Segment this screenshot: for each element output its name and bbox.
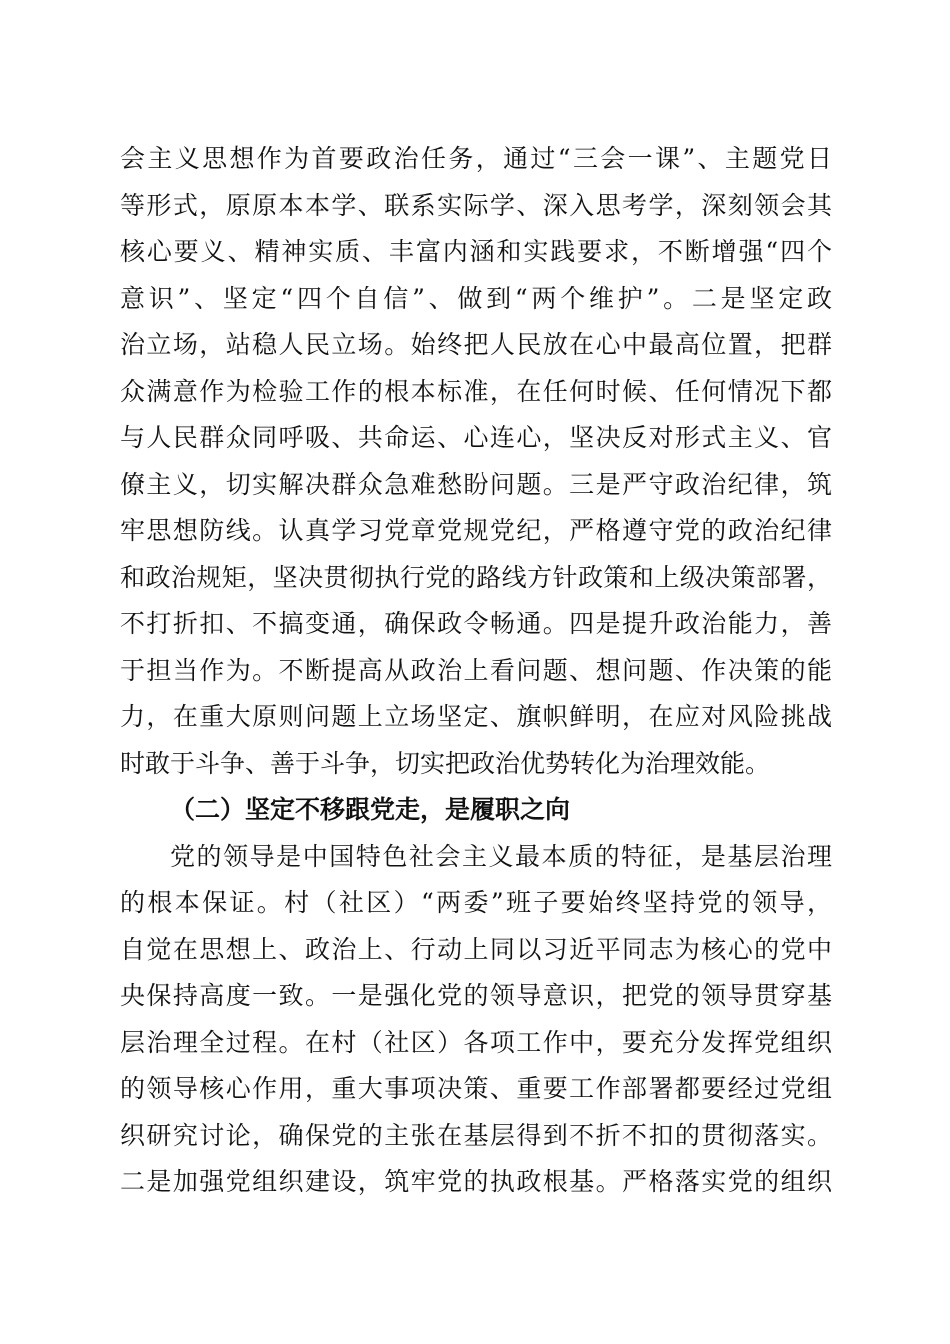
text-line: 牢思想防线。认真学习党章党规党纪，严格遵守党的政治纪律 bbox=[120, 516, 832, 545]
text-line: 力，在重大原则问题上立场坚定、旗帜鲜明，在应对风险挑战 bbox=[120, 702, 832, 731]
text-line: 僚主义，切实解决群众急难愁盼问题。三是严守政治纪律，筑 bbox=[120, 469, 832, 499]
document-body bbox=[120, 136, 832, 1206]
text-line: 众满意作为检验工作的根本标准，在任何时候、任何情况下都 bbox=[120, 376, 832, 406]
text-line: 党的领导是中国特色社会主义最本质的特征，是基层治理 bbox=[170, 841, 832, 871]
text-line: 时敢于斗争、善于斗争，切实把政治优势转化为治理效能。 bbox=[120, 748, 771, 778]
text-line: 层治理全过程。在村（社区）各项工作中，要充分发挥党组织 bbox=[120, 1027, 832, 1057]
text-line: 和政治规矩，坚决贯彻执行党的路线方针政策和上级决策部署， bbox=[120, 562, 832, 592]
text-line: 织研究讨论，确保党的主张在基层得到不折不扣的贯彻落实。 bbox=[120, 1120, 832, 1150]
text-line: 等形式，原原本本学、联系实际学、深入思考学，深刻领会其 bbox=[120, 190, 832, 220]
text-line: 意识”、坚定“四个自信”、做到“两个维护”。二是坚定政 bbox=[120, 283, 832, 313]
text-line: 与人民群众同呼吸、共命运、心连心，坚决反对形式主义、官 bbox=[120, 423, 832, 452]
text-line: 于担当作为。不断提高从政治上看问题、想问题、作决策的能 bbox=[120, 655, 832, 685]
text-line: 的领导核心作用，重大事项决策、重要工作部署都要经过党组 bbox=[120, 1074, 832, 1103]
text-line: 治立场，站稳人民立场。始终把人民放在心中最高位置，把群 bbox=[120, 330, 832, 359]
paragraph-political-tasks bbox=[120, 136, 832, 787]
text-line: 不打折扣、不搞变通，确保政令畅通。四是提升政治能力，善 bbox=[120, 609, 832, 638]
text-line: 自觉在思想上、政治上、行动上同以习近平同志为核心的党中 bbox=[120, 934, 832, 964]
section-heading: （二）坚定不移跟党走，是履职之向 bbox=[170, 795, 571, 824]
paragraph-party-leadership bbox=[120, 834, 832, 1206]
text-line: 会主义思想作为首要政治任务，通过“三会一课”、主题党日 bbox=[120, 144, 832, 173]
text-line: 央保持高度一致。一是强化党的领导意识，把党的领导贯穿基 bbox=[120, 981, 832, 1010]
text-line: 二是加强党组织建设，筑牢党的执政根基。严格落实党的组织 bbox=[120, 1167, 832, 1196]
text-line: 核心要义、精神实质、丰富内涵和实践要求，不断增强“四个 bbox=[120, 237, 832, 266]
text-line: 的根本保证。村（社区）“两委”班子要始终坚持党的领导， bbox=[120, 888, 832, 917]
